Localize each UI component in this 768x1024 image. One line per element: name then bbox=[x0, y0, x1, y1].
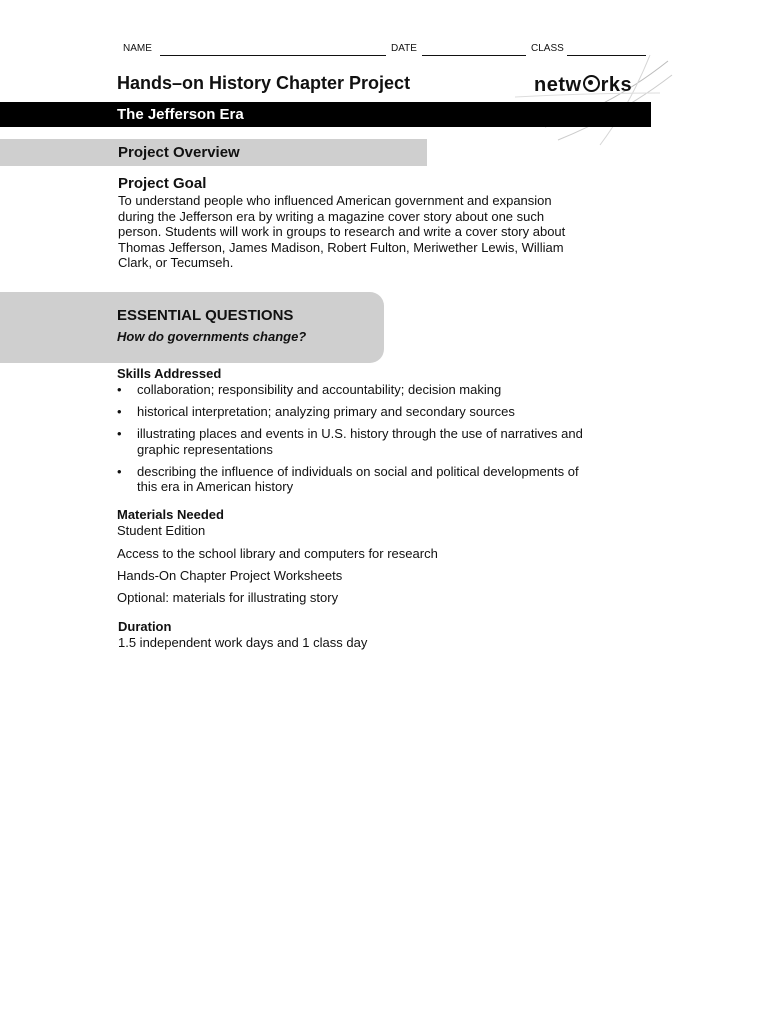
list-item: • collaboration; responsibility and accountability; decision making bbox=[117, 382, 587, 398]
page-title: Hands–on History Chapter Project bbox=[117, 73, 411, 93]
list-item: Hands-On Chapter Project Worksheets bbox=[117, 568, 343, 583]
ring-o-logo-icon bbox=[583, 75, 600, 92]
goal-heading: Project Goal bbox=[118, 175, 207, 192]
date-label: DATE bbox=[391, 43, 417, 54]
essential-questions-box bbox=[0, 292, 384, 363]
essential-question: How do governments change? bbox=[117, 329, 307, 344]
overview-heading: Project Overview bbox=[118, 144, 240, 161]
list-item: • illustrating places and events in U.S. history through the use of narratives and graphic representations bbox=[117, 426, 587, 457]
list-item: Student Edition bbox=[117, 523, 206, 538]
name-label: NAME bbox=[123, 43, 152, 54]
list-item: • describing the influence of individuals on social and political developments of this era in American history bbox=[117, 464, 587, 495]
skills-heading: Skills Addressed bbox=[117, 366, 222, 381]
chapter-banner bbox=[0, 102, 651, 127]
duration-heading: Duration bbox=[118, 619, 172, 634]
class-label: CLASS bbox=[531, 43, 564, 54]
chapter-title: The Jefferson Era bbox=[117, 106, 244, 123]
brand-text-start: netw bbox=[534, 74, 582, 96]
name-line[interactable] bbox=[160, 55, 386, 56]
essential-questions-heading: ESSENTIAL QUESTIONS bbox=[117, 307, 294, 324]
duration-text: 1.5 independent work days and 1 class day bbox=[118, 635, 368, 650]
goal-text: To understand people who influenced American government and expansion during the Jefferson era by writing a magazine cover story about one such person. Students will work in groups to research and write a cover story about Thomas Jefferson, James Madison, Robert Fulton, Meriwether Lewis, William Clark, or Tecumseh. bbox=[118, 193, 566, 270]
networks-logo bbox=[534, 74, 632, 97]
list-item: Access to the school library and computers for research bbox=[117, 546, 438, 561]
materials-heading: Materials Needed bbox=[117, 507, 224, 522]
list-item: • historical interpretation; analyzing primary and secondary sources bbox=[117, 404, 587, 420]
brand-text-end: rks bbox=[600, 74, 633, 96]
list-item: Optional: materials for illustrating story bbox=[117, 590, 339, 605]
swoosh-decoration-icon bbox=[500, 45, 675, 150]
skills-list bbox=[117, 382, 587, 501]
